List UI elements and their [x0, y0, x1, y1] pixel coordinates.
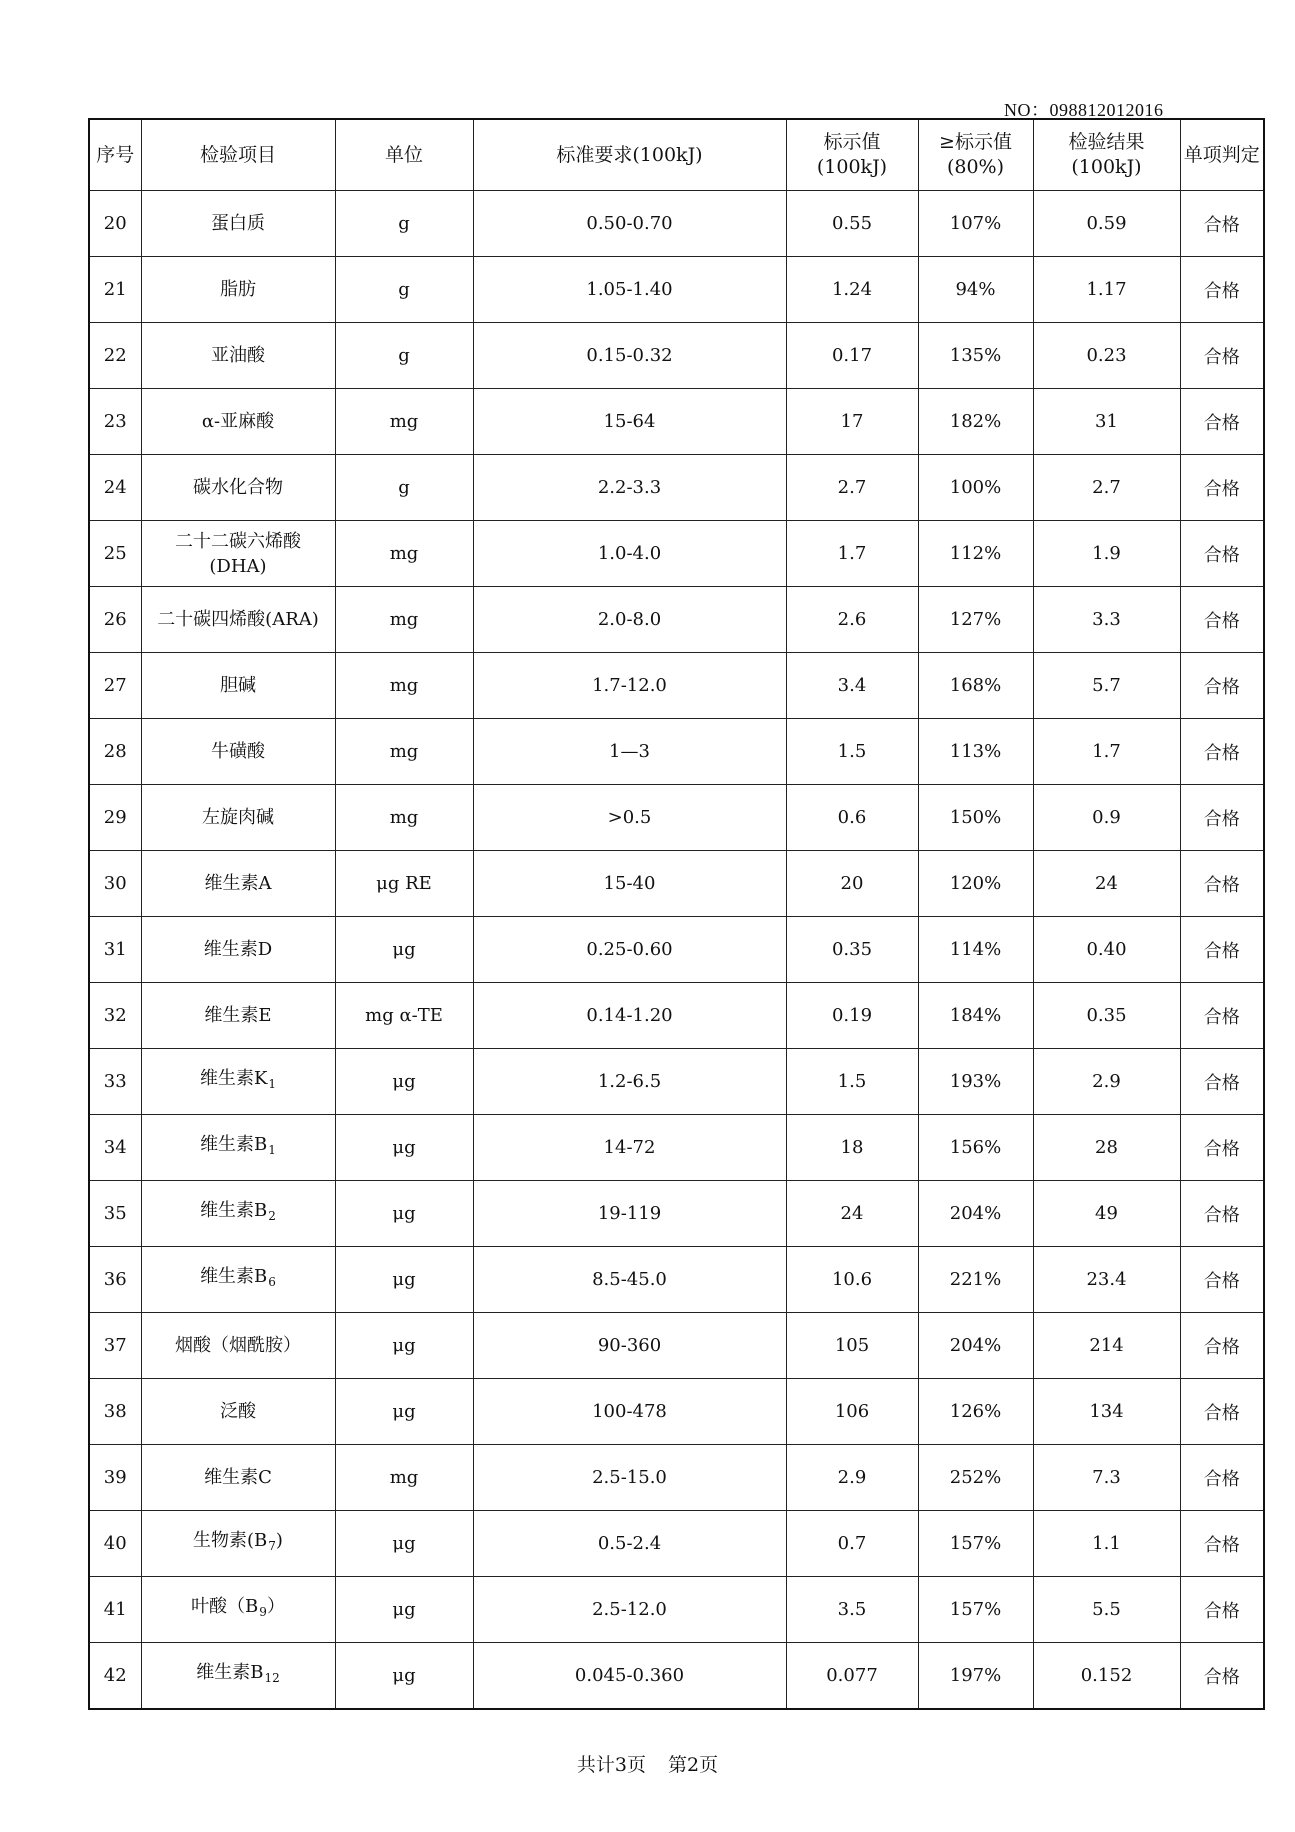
cell-judgement: 合格: [1180, 983, 1264, 1049]
cell-standard: 19-119: [473, 1181, 786, 1247]
cell-percent: 182%: [918, 389, 1033, 455]
table-row: [89, 455, 1264, 521]
cell-label-value: 0.6: [786, 785, 918, 851]
item-name: 牛磺酸: [211, 741, 265, 762]
cell-result: 1.7: [1033, 719, 1180, 785]
cell-percent: 127%: [918, 587, 1033, 653]
cell-label-value: 2.7: [786, 455, 918, 521]
cell-standard: 0.5-2.4: [473, 1511, 786, 1577]
cell-percent: 94%: [918, 257, 1033, 323]
cell-unit: μg: [335, 1115, 473, 1181]
cell-label-value: 2.6: [786, 587, 918, 653]
cell-unit: mg: [335, 389, 473, 455]
cell-percent: 252%: [918, 1445, 1033, 1511]
cell-seq: 40: [89, 1511, 141, 1577]
table-row: [89, 257, 1264, 323]
item-name: 生物素(B: [193, 1530, 268, 1551]
item-name: 维生素E: [204, 1005, 272, 1026]
table-row: [89, 917, 1264, 983]
cell-item: [141, 653, 335, 719]
cell-standard: 0.14-1.20: [473, 983, 786, 1049]
table-row: [89, 1445, 1264, 1511]
table-row: [89, 323, 1264, 389]
item-name: 维生素B: [200, 1200, 268, 1221]
cell-result: 28: [1033, 1115, 1180, 1181]
cell-item: [141, 191, 335, 257]
page-footer: [0, 1750, 1295, 1777]
cell-standard: 14-72: [473, 1115, 786, 1181]
cell-item: [141, 1379, 335, 1445]
cell-unit: μg: [335, 1379, 473, 1445]
cell-result: 1.1: [1033, 1511, 1180, 1577]
table-row: [89, 191, 1264, 257]
cell-seq: 24: [89, 455, 141, 521]
cell-item: [141, 455, 335, 521]
cell-standard: >0.5: [473, 785, 786, 851]
cell-result: 134: [1033, 1379, 1180, 1445]
cell-result: 2.7: [1033, 455, 1180, 521]
table-row: [89, 1577, 1264, 1643]
cell-label-value: 0.35: [786, 917, 918, 983]
cell-unit: g: [335, 323, 473, 389]
cell-judgement: 合格: [1180, 587, 1264, 653]
cell-judgement: 合格: [1180, 1181, 1264, 1247]
header-percent-line1: ≥标示值: [939, 131, 1012, 153]
cell-judgement: 合格: [1180, 1115, 1264, 1181]
cell-item: [141, 983, 335, 1049]
header-result-line2: (100kJ): [1071, 156, 1142, 178]
cell-unit: mg: [335, 719, 473, 785]
item-subscript: 1: [268, 1143, 276, 1157]
cell-item: [141, 1049, 335, 1115]
table-row: [89, 1643, 1264, 1710]
cell-judgement: 合格: [1180, 1049, 1264, 1115]
cell-result: 3.3: [1033, 587, 1180, 653]
cell-judgement: 合格: [1180, 1643, 1264, 1710]
cell-percent: 112%: [918, 521, 1033, 587]
table-row: [89, 1115, 1264, 1181]
cell-percent: 204%: [918, 1313, 1033, 1379]
item-name: 维生素C: [204, 1467, 272, 1488]
cell-unit: mg: [335, 587, 473, 653]
item-name: 维生素B: [200, 1266, 268, 1287]
header-percent-line2: (80%): [946, 156, 1005, 178]
cell-label-value: 3.4: [786, 653, 918, 719]
cell-percent: 221%: [918, 1247, 1033, 1313]
item-name: 维生素K: [199, 1068, 268, 1089]
cell-seq: 33: [89, 1049, 141, 1115]
header-label-value-line1: 标示值: [823, 131, 881, 153]
cell-result: 0.35: [1033, 983, 1180, 1049]
item-subscript: 6: [268, 1275, 276, 1289]
cell-judgement: 合格: [1180, 521, 1264, 587]
cell-seq: 35: [89, 1181, 141, 1247]
item-name: 蛋白质: [211, 213, 265, 234]
item-name-line2: (DHA): [209, 555, 267, 577]
cell-unit: g: [335, 455, 473, 521]
item-name: 碳水化合物: [193, 477, 283, 498]
cell-percent: 184%: [918, 983, 1033, 1049]
total-pages: 共计3页: [576, 1754, 646, 1776]
cell-unit: mg: [335, 785, 473, 851]
cell-percent: 100%: [918, 455, 1033, 521]
cell-unit: μg: [335, 1049, 473, 1115]
cell-unit: mg: [335, 653, 473, 719]
cell-result: 49: [1033, 1181, 1180, 1247]
cell-result: 214: [1033, 1313, 1180, 1379]
cell-item: [141, 719, 335, 785]
report-number: NO：098812012016: [1004, 100, 1164, 120]
cell-result: 0.152: [1033, 1643, 1180, 1710]
cell-percent: 107%: [918, 191, 1033, 257]
item-name: 维生素B: [196, 1662, 264, 1683]
cell-judgement: 合格: [1180, 389, 1264, 455]
cell-item: [141, 917, 335, 983]
cell-seq: 21: [89, 257, 141, 323]
cell-item: [141, 1445, 335, 1511]
header-standard: 标准要求(100kJ): [473, 119, 786, 191]
cell-label-value: 105: [786, 1313, 918, 1379]
cell-label-value: 10.6: [786, 1247, 918, 1313]
item-subscript: 9: [259, 1605, 267, 1619]
cell-standard: 1.2-6.5: [473, 1049, 786, 1115]
cell-label-value: 0.17: [786, 323, 918, 389]
item-name: 维生素A: [204, 873, 272, 894]
cell-label-value: 1.24: [786, 257, 918, 323]
cell-seq: 20: [89, 191, 141, 257]
cell-item: [141, 1313, 335, 1379]
cell-percent: 120%: [918, 851, 1033, 917]
cell-result: 7.3: [1033, 1445, 1180, 1511]
item-subscript: 7: [268, 1539, 276, 1553]
item-name: 维生素B: [200, 1134, 268, 1155]
cell-percent: 204%: [918, 1181, 1033, 1247]
cell-seq: 26: [89, 587, 141, 653]
cell-item: [141, 587, 335, 653]
cell-item: [141, 1643, 335, 1710]
cell-seq: 41: [89, 1577, 141, 1643]
header-label-value-line2: (100kJ): [816, 156, 888, 178]
header-seq: 序号: [89, 119, 141, 191]
table-row: [89, 521, 1264, 587]
cell-standard: 90-360: [473, 1313, 786, 1379]
cell-label-value: 1.7: [786, 521, 918, 587]
cell-label-value: 106: [786, 1379, 918, 1445]
item-name: 泛酸: [220, 1401, 256, 1422]
cell-judgement: 合格: [1180, 1577, 1264, 1643]
cell-label-value: 0.19: [786, 983, 918, 1049]
item-name: 二十二碳六烯酸: [175, 530, 301, 552]
cell-judgement: 合格: [1180, 785, 1264, 851]
cell-judgement: 合格: [1180, 1247, 1264, 1313]
cell-label-value: 20: [786, 851, 918, 917]
cell-judgement: 合格: [1180, 653, 1264, 719]
cell-item: [141, 785, 335, 851]
cell-percent: 135%: [918, 323, 1033, 389]
cell-judgement: 合格: [1180, 323, 1264, 389]
item-name: 维生素D: [203, 939, 273, 960]
cell-judgement: 合格: [1180, 1313, 1264, 1379]
table-row: [89, 587, 1264, 653]
cell-judgement: 合格: [1180, 191, 1264, 257]
item-name: 脂肪: [220, 279, 256, 300]
cell-result: 23.4: [1033, 1247, 1180, 1313]
cell-label-value: 0.55: [786, 191, 918, 257]
header-item: 检验项目: [141, 119, 335, 191]
cell-unit: mg: [335, 1445, 473, 1511]
item-name: 胆碱: [220, 675, 256, 696]
cell-result: 0.40: [1033, 917, 1180, 983]
cell-result: 5.5: [1033, 1577, 1180, 1643]
cell-seq: 38: [89, 1379, 141, 1445]
cell-judgement: 合格: [1180, 917, 1264, 983]
cell-standard: 2.5-12.0: [473, 1577, 786, 1643]
item-name: 烟酸（烟酰胺）: [175, 1335, 301, 1356]
item-subscript: 2: [268, 1209, 276, 1223]
item-tail: ): [275, 1530, 283, 1551]
cell-result: 2.9: [1033, 1049, 1180, 1115]
cell-standard: 15-40: [473, 851, 786, 917]
cell-unit: μg: [335, 1643, 473, 1710]
cell-item: [141, 389, 335, 455]
item-tail: ）: [266, 1596, 285, 1617]
cell-percent: 156%: [918, 1115, 1033, 1181]
cell-judgement: 合格: [1180, 1445, 1264, 1511]
cell-percent: 157%: [918, 1577, 1033, 1643]
cell-standard: 1—3: [473, 719, 786, 785]
cell-standard: 1.0-4.0: [473, 521, 786, 587]
cell-percent: 168%: [918, 653, 1033, 719]
cell-standard: 1.05-1.40: [473, 257, 786, 323]
cell-item: [141, 1511, 335, 1577]
cell-item: [141, 851, 335, 917]
cell-item: [141, 257, 335, 323]
cell-result: 1.17: [1033, 257, 1180, 323]
cell-standard: 15-64: [473, 389, 786, 455]
cell-percent: 150%: [918, 785, 1033, 851]
table-row: [89, 719, 1264, 785]
table-row: [89, 851, 1264, 917]
cell-percent: 126%: [918, 1379, 1033, 1445]
cell-label-value: 1.5: [786, 719, 918, 785]
table-row: [89, 1379, 1264, 1445]
cell-item: [141, 1181, 335, 1247]
item-subscript: 12: [264, 1671, 280, 1685]
cell-unit: μg: [335, 1313, 473, 1379]
table-row: [89, 1313, 1264, 1379]
cell-label-value: 0.7: [786, 1511, 918, 1577]
item-name: 二十碳四烯酸(ARA): [157, 609, 319, 630]
cell-standard: 0.25-0.60: [473, 917, 786, 983]
header-unit: 单位: [335, 119, 473, 191]
cell-standard: 0.045-0.360: [473, 1643, 786, 1710]
header-result-line1: 检验结果: [1068, 131, 1145, 153]
current-page: 第2页: [668, 1754, 719, 1776]
table-row: [89, 785, 1264, 851]
cell-unit: g: [335, 191, 473, 257]
cell-judgement: 合格: [1180, 719, 1264, 785]
cell-unit: μg: [335, 917, 473, 983]
cell-seq: 34: [89, 1115, 141, 1181]
cell-result: 24: [1033, 851, 1180, 917]
cell-result: 0.9: [1033, 785, 1180, 851]
cell-standard: 2.5-15.0: [473, 1445, 786, 1511]
table-row: [89, 1181, 1264, 1247]
header-result: [1033, 119, 1180, 191]
cell-item: [141, 323, 335, 389]
cell-unit: mg: [335, 521, 473, 587]
cell-percent: 157%: [918, 1511, 1033, 1577]
cell-seq: 32: [89, 983, 141, 1049]
cell-unit: μg: [335, 1511, 473, 1577]
cell-seq: 31: [89, 917, 141, 983]
cell-judgement: 合格: [1180, 1511, 1264, 1577]
table-row: [89, 1247, 1264, 1313]
cell-label-value: 24: [786, 1181, 918, 1247]
item-subscript: 1: [268, 1077, 277, 1091]
cell-result: 31: [1033, 389, 1180, 455]
cell-judgement: 合格: [1180, 455, 1264, 521]
cell-standard: 0.15-0.32: [473, 323, 786, 389]
table-row: [89, 983, 1264, 1049]
cell-seq: 22: [89, 323, 141, 389]
cell-unit: μg RE: [335, 851, 473, 917]
cell-item: [141, 521, 335, 587]
cell-label-value: 1.5: [786, 1049, 918, 1115]
cell-seq: 37: [89, 1313, 141, 1379]
cell-unit: mg α-TE: [335, 983, 473, 1049]
item-name: α-亚麻酸: [201, 411, 275, 432]
cell-percent: 114%: [918, 917, 1033, 983]
cell-label-value: 2.9: [786, 1445, 918, 1511]
cell-judgement: 合格: [1180, 1379, 1264, 1445]
cell-item: [141, 1247, 335, 1313]
cell-judgement: 合格: [1180, 257, 1264, 323]
cell-label-value: 17: [786, 389, 918, 455]
cell-label-value: 18: [786, 1115, 918, 1181]
cell-unit: μg: [335, 1247, 473, 1313]
cell-standard: 2.2-3.3: [473, 455, 786, 521]
header-label-value: [786, 119, 918, 191]
table-row: [89, 653, 1264, 719]
cell-seq: 29: [89, 785, 141, 851]
cell-label-value: 0.077: [786, 1643, 918, 1710]
cell-percent: 193%: [918, 1049, 1033, 1115]
table-body: [89, 191, 1264, 1710]
cell-percent: 197%: [918, 1643, 1033, 1710]
cell-seq: 27: [89, 653, 141, 719]
cell-judgement: 合格: [1180, 851, 1264, 917]
item-name: 左旋肉碱: [202, 807, 274, 828]
cell-unit: g: [335, 257, 473, 323]
cell-item: [141, 1577, 335, 1643]
cell-seq: 30: [89, 851, 141, 917]
cell-result: 5.7: [1033, 653, 1180, 719]
cell-item: [141, 1115, 335, 1181]
table-row: [89, 389, 1264, 455]
cell-standard: 100-478: [473, 1379, 786, 1445]
cell-result: 0.23: [1033, 323, 1180, 389]
item-name: 亚油酸: [211, 345, 265, 366]
cell-seq: 23: [89, 389, 141, 455]
cell-label-value: 3.5: [786, 1577, 918, 1643]
cell-standard: 1.7-12.0: [473, 653, 786, 719]
cell-seq: 28: [89, 719, 141, 785]
cell-seq: 25: [89, 521, 141, 587]
table-row: [89, 1049, 1264, 1115]
cell-seq: 36: [89, 1247, 141, 1313]
item-name: 叶酸（B: [191, 1596, 259, 1617]
table-row: [89, 1511, 1264, 1577]
header-judgement: 单项判定: [1180, 119, 1264, 191]
cell-result: 1.9: [1033, 521, 1180, 587]
cell-unit: μg: [335, 1577, 473, 1643]
table-header-row: [89, 119, 1264, 191]
cell-seq: 42: [89, 1643, 141, 1710]
cell-percent: 113%: [918, 719, 1033, 785]
header-percent: [918, 119, 1033, 191]
cell-standard: 8.5-45.0: [473, 1247, 786, 1313]
cell-standard: 2.0-8.0: [473, 587, 786, 653]
inspection-results-table: [88, 118, 1265, 1710]
cell-result: 0.59: [1033, 191, 1180, 257]
cell-seq: 39: [89, 1445, 141, 1511]
cell-unit: μg: [335, 1181, 473, 1247]
cell-standard: 0.50-0.70: [473, 191, 786, 257]
